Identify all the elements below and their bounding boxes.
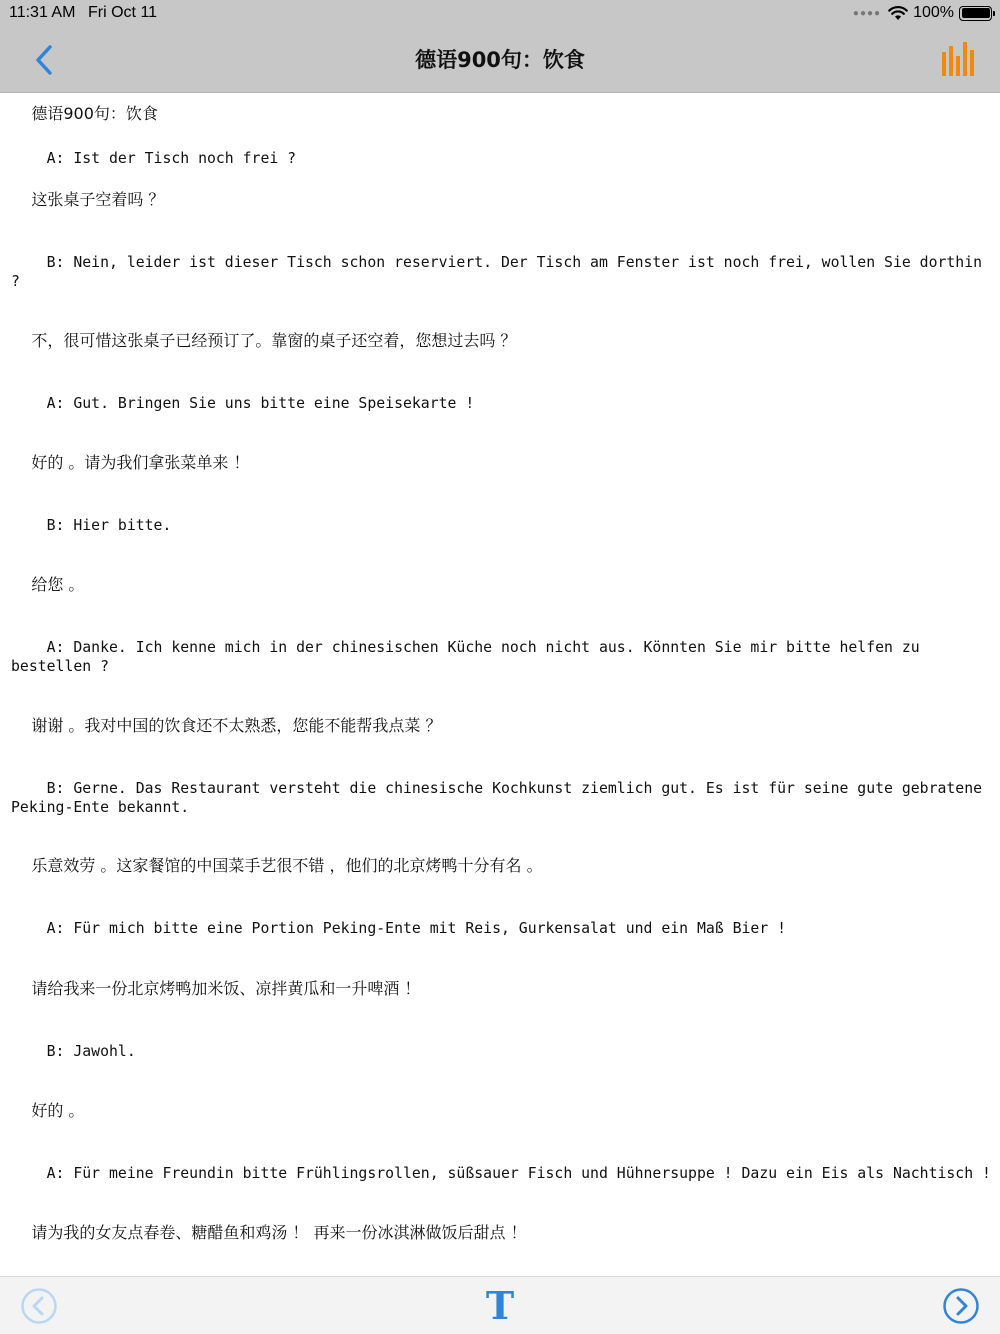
text-line: 好的 。 xyxy=(11,1101,85,1120)
nav-bar xyxy=(0,27,1000,93)
battery-fill xyxy=(962,8,990,18)
text-line: 好的 。请为我们拿张菜单来 ！ xyxy=(11,453,250,472)
signal-dots-icon: ●●●● xyxy=(852,7,882,19)
text-line: A: Gut. Bringen Sie uns bitte eine Speisekarte ! xyxy=(11,395,475,412)
text-line: 乐意效劳 。这家餐馆的中国菜手艺很不错 ，他们的北京烤鸭十分有名 。 xyxy=(11,856,543,875)
text-line: B: Hier bitte. xyxy=(11,517,172,534)
status-date: Fri Oct 11 xyxy=(88,4,158,21)
circle-chevron-left-icon[interactable] xyxy=(20,1287,58,1325)
dialogue-text xyxy=(0,94,1000,1274)
text-line: B: Nein, leider ist dieser Tisch schon reserviert. Der Tisch am Fenster ist noch frei, wollen Sie dorthin ? xyxy=(11,254,991,290)
font-size-button[interactable]: T xyxy=(485,1283,515,1328)
status-indicators xyxy=(853,3,992,23)
text-line: A: Für mich bitte eine Portion Peking-Ente mit Reis, Gurkensalat und ein Maß Bier ! xyxy=(11,920,787,937)
page-title: 德语900句：饮食 xyxy=(415,48,585,72)
text-line: 给您 。 xyxy=(11,575,85,594)
circle-chevron-right-icon[interactable] xyxy=(942,1287,980,1325)
battery-percent: 100% xyxy=(913,4,954,21)
battery-icon xyxy=(959,6,992,21)
audio-bars-icon[interactable] xyxy=(942,42,976,76)
text-line: A: Für meine Freundin bitte Frühlingsrollen, süßsauer Fisch und Hühnersuppe ! Dazu ein Eis als Nachtisch ! xyxy=(11,1165,991,1182)
status-time: 11:31 AM xyxy=(9,4,76,21)
bottom-toolbar xyxy=(0,1276,1000,1334)
text-line-title: 德语900句：饮食 xyxy=(11,104,158,123)
text-line: 谢谢 。我对中国的饮食还不太熟悉，您能不能帮我点菜 ？ xyxy=(11,716,442,735)
wifi-icon xyxy=(888,5,908,21)
text-line: B: Gerne. Das Restaurant versteht die chinesische Kochkunst ziemlich gut. Es ist für seine gute gebratene Peking-Ente bekannt. xyxy=(11,780,991,816)
status-bar xyxy=(0,0,1000,27)
text-line: A: Danke. Ich kenne mich in der chinesischen Küche noch nicht aus. Könnten Sie mir bitte helfen zu bestellen ? xyxy=(11,639,929,675)
text-line: 请给我来一份北京烤鸭加米饭、凉拌黄瓜和一升啤酒 ！ xyxy=(11,979,421,998)
text-line: 不，很可惜这张桌子已经预订了。靠窗的桌子还空着，您想过去吗 ？ xyxy=(11,331,517,350)
text-line: A: Ist der Tisch noch frei ? xyxy=(11,150,297,167)
text-line: B: Jawohl. xyxy=(11,1043,136,1060)
text-line: 请为我的女友点春卷、糖醋鱼和鸡汤 ！ 再来一份冰淇淋做饭后甜点 ！ xyxy=(11,1223,527,1242)
text-line: 这张桌子空着吗 ？ xyxy=(11,190,165,209)
chevron-left-icon[interactable] xyxy=(26,41,66,79)
